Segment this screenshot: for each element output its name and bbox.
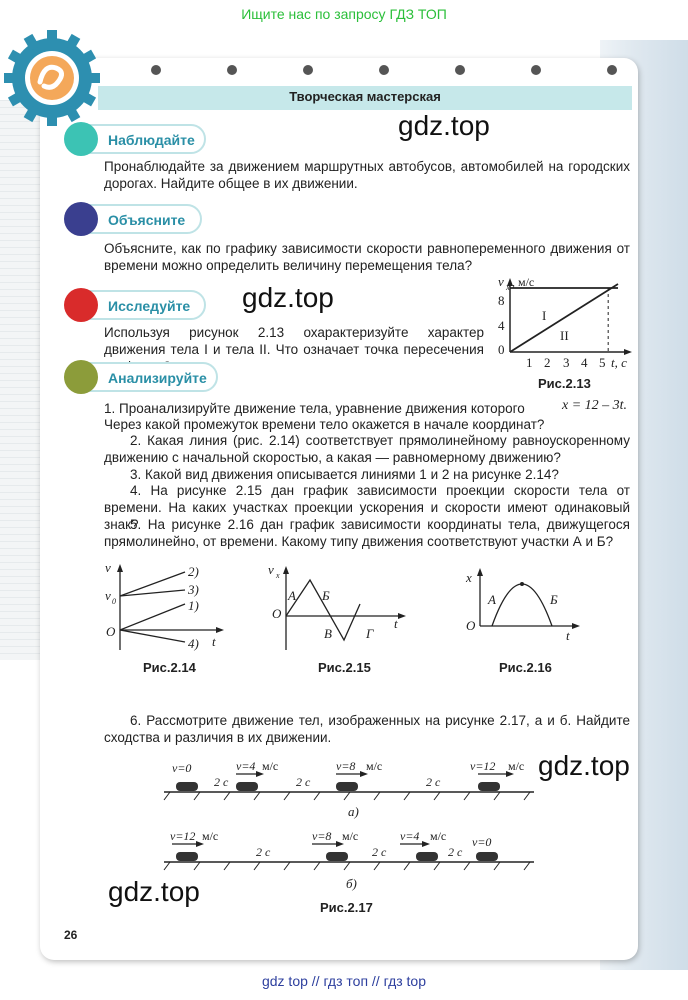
axis-label: x — [466, 570, 472, 585]
explain-text: Объясните, как по графику зависимости скорости равнопеременного движения от времени можно определить величину перемещения тела? — [104, 241, 630, 273]
figure-2-17a — [160, 756, 540, 808]
gap-label: 2 с — [256, 845, 271, 859]
x-arrow-icon — [216, 627, 224, 633]
gap-label: 2 с — [448, 845, 463, 859]
line-label: 2) — [188, 564, 199, 579]
x-arrow-icon — [398, 613, 406, 619]
line-1 — [120, 604, 185, 630]
car-icon — [176, 782, 198, 791]
origin-label: O — [106, 624, 116, 639]
speed-label: v=4 — [236, 759, 256, 773]
figure-2-16 — [460, 564, 590, 660]
watermark: gdz.top — [242, 282, 334, 313]
gear-logo-icon — [4, 30, 100, 126]
car-icon — [176, 852, 198, 861]
axis-label: t — [212, 634, 216, 649]
watermark: gdz.top — [108, 876, 200, 907]
origin-label: O — [272, 606, 282, 621]
speed-label: v=12 — [170, 829, 196, 843]
unit-label: м/с — [262, 759, 279, 773]
v0-label: v — [105, 588, 111, 603]
car-icon — [478, 782, 500, 791]
teal-dot-icon — [64, 122, 98, 156]
unit-label: м/с — [430, 829, 447, 843]
red-dot-icon — [64, 288, 98, 322]
gap-label: 2 с — [426, 775, 441, 789]
axis-label: v — [105, 560, 111, 575]
line-label: 3) — [188, 582, 199, 597]
y-label: v — [498, 274, 504, 289]
question-1-equation: x = 12 – 3t. — [562, 398, 628, 413]
xtick-label: 1 — [526, 355, 533, 370]
y-arrow-icon — [283, 566, 289, 574]
header-link[interactable]: Ищите нас по запросу ГДЗ ТОП — [241, 6, 447, 22]
y-arrow-icon — [477, 568, 483, 576]
banner-title: Творческая мастерская — [289, 89, 441, 104]
question-3: 3. Какой вид движения описывается линиями 1 и 2 на рисунке 2.14? — [130, 467, 559, 482]
speed-label: v=12 — [470, 759, 496, 773]
observe-text: Пронаблюдайте за движением маршрутных автобусов, автомобилей на городских дорогах. Найдите общее в их движении. — [104, 159, 630, 191]
section-label: Объясните — [66, 204, 202, 234]
segment-label: А — [288, 588, 296, 603]
watermark: gdz.top — [538, 750, 630, 781]
navy-dot-icon — [64, 202, 98, 236]
car-icon — [236, 782, 258, 791]
parabola-graph — [492, 584, 552, 626]
line-label-I: I — [542, 308, 547, 323]
figure-2-14 — [100, 560, 230, 656]
question-1b: Через какой промежуток времени тело окажется в начале координат? — [104, 417, 545, 432]
axis-label: t — [566, 628, 570, 643]
ytick-label: 8 — [498, 293, 505, 308]
watermark: gdz.top — [398, 110, 490, 141]
axis-sub: x — [276, 571, 280, 580]
question-5: 5. На рисунке 2.16 дан график зависимости координаты тела, движущегося прямолинейно, от времени. Какому типу движения соответствуют участки А и Б? — [104, 517, 630, 549]
gap-label: 2 с — [296, 775, 311, 789]
car-icon — [476, 852, 498, 861]
car-icon — [416, 852, 438, 861]
segment-label: А — [488, 592, 496, 607]
xtick-label: 2 — [544, 355, 551, 370]
car-icon — [336, 782, 358, 791]
unit-label: м/с — [366, 759, 383, 773]
vertex-point — [520, 582, 524, 586]
speed-label: v=8 — [336, 759, 356, 773]
segment-label: В — [324, 626, 332, 641]
investigate-text: Используя рисунок 2.13 охарактеризуйте характер движения тела I и тела II. Что означает точка пересечения — [104, 325, 484, 357]
x-label: t, с — [611, 355, 627, 370]
sub-caption: а) — [348, 804, 359, 819]
segment-label: Г — [366, 626, 374, 641]
figure-caption: Рис.2.15 — [318, 660, 371, 675]
xtick-label: 4 — [581, 355, 588, 370]
figure-caption: Рис.2.17 — [320, 900, 373, 915]
question-2: 2. Какая линия (рис. 2.14) соответствует прямолинейному равноускоренному движению с начальной скоростью, а какая — равномерному движению? — [104, 433, 630, 465]
y-sub: x — [506, 282, 510, 292]
x-arrow-icon — [572, 623, 580, 629]
figure-caption: Рис.2.13 — [538, 376, 591, 391]
figure-2-13 — [490, 272, 640, 392]
sub-caption: б) — [346, 876, 357, 891]
figure-2-15 — [262, 560, 412, 656]
gap-label: 2 с — [372, 845, 387, 859]
figure-2-17b — [160, 826, 540, 878]
line-label: 4) — [188, 636, 199, 651]
footer-link[interactable]: gdz top // гдз топ // гдз top — [261, 973, 427, 989]
xtick-label: 3 — [563, 355, 570, 370]
section-label: Исследуйте — [66, 290, 206, 320]
origin-label: O — [466, 618, 476, 633]
ytick-label: 0 — [498, 342, 505, 357]
question-4: 4. На рисунке 2.15 дан график зависимости проекции скорости тела от времени. На каких участках проекции ускорения и скорости имеют одинаковый знак? — [104, 483, 630, 532]
line-label-II: II — [560, 328, 569, 343]
y-arrow-icon — [117, 564, 123, 572]
section-label: Наблюдайте — [66, 124, 206, 154]
unit-label: м/с — [508, 759, 525, 773]
ytick-label: 4 — [498, 318, 505, 333]
page-number: 26 — [64, 928, 78, 942]
section-label: Анализируйте — [66, 362, 218, 392]
unit-label: м/с — [342, 829, 359, 843]
axis-label: t — [394, 616, 398, 631]
y-unit: , м/с — [512, 275, 535, 289]
figure-caption: Рис.2.14 — [143, 660, 196, 675]
question-1a: 1. Проанализируйте движение тела, уравнение движения которого — [104, 401, 525, 416]
axis-label: v — [268, 562, 274, 577]
car-icon — [326, 852, 348, 861]
segment-label: Б — [322, 588, 330, 603]
line-4 — [120, 630, 185, 642]
v0-sub: 0 — [112, 597, 116, 606]
gap-label: 2 с — [214, 775, 229, 789]
speed-label: v=0 — [472, 835, 492, 849]
speed-label: v=8 — [312, 829, 332, 843]
speed-label: v=0 — [172, 761, 192, 775]
line-label: 1) — [188, 598, 199, 613]
speed-label: v=4 — [400, 829, 420, 843]
figure-caption: Рис.2.16 — [499, 660, 552, 675]
question-6: 6. Рассмотрите движение тел, изображенных на рисунке 2.17, а и б. Найдите сходства и различия в их движении. — [104, 713, 630, 745]
unit-label: м/с — [202, 829, 219, 843]
olive-dot-icon — [64, 360, 98, 394]
xtick-label: 5 — [599, 355, 606, 370]
segment-label: Б — [550, 592, 558, 607]
binder-rings — [150, 58, 630, 78]
